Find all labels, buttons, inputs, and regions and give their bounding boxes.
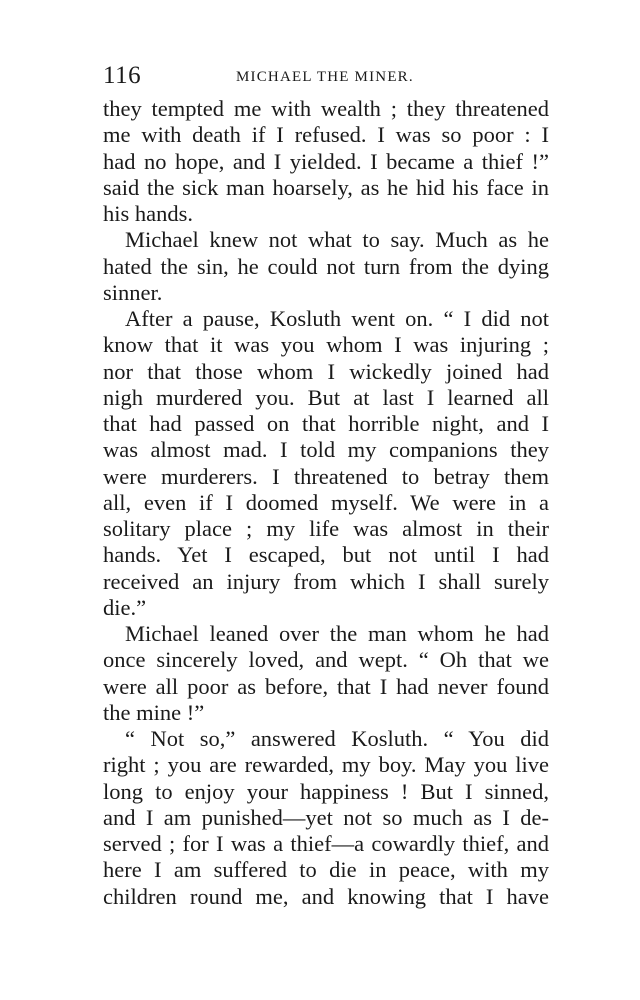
text-line: solitary place ; my life was almost in their xyxy=(103,516,549,541)
text-line: the mine !” xyxy=(103,699,205,725)
text-line: hands. Yet I escaped, but not until I had xyxy=(103,542,549,568)
text-line: Michael knew not what to say. Much as he xyxy=(125,227,549,253)
text-line: that had passed on that horrible night, and I xyxy=(103,411,549,436)
text-line: they tempted me with wealth ; they threatened xyxy=(103,96,549,121)
page-number: 116 xyxy=(103,62,142,89)
running-head xyxy=(103,62,551,92)
text-line: was almost mad. I told my companions they xyxy=(103,437,549,463)
text-line: Michael leaned over the man whom he had xyxy=(125,621,549,646)
text-line: know that it was you whom I was injuring ; xyxy=(103,332,549,358)
text-line: and I am punished—yet not so much as I de- xyxy=(103,804,549,830)
text-line: here I am suffered to die in peace, with my xyxy=(103,857,549,883)
text-line: said the sick man hoarsely, as he hid his face in xyxy=(103,174,549,200)
text-line: served ; for I was a thief—a cowardly thief, and xyxy=(103,831,549,856)
text-line: right ; you are rewarded, my boy. May you live xyxy=(103,752,549,778)
text-line: all, even if I doomed myself. We were in a xyxy=(103,489,549,515)
text-line: were murderers. I threatened to betray them xyxy=(103,463,549,489)
text-line: had no hope, and I yielded. I became a thief !” xyxy=(103,148,549,174)
text-line: his hands. xyxy=(103,201,193,226)
text-line: me with death if I refused. I was so poor : I xyxy=(103,122,549,148)
text-line: nor that those whom I wickedly joined had xyxy=(103,358,549,384)
text-line: sinner. xyxy=(103,279,163,305)
text-line: children round me, and knowing that I have xyxy=(103,883,549,909)
text-line: were all poor as before, that I had never found xyxy=(103,673,549,699)
text-line: nigh murdered you. But at last I learned all xyxy=(103,384,549,410)
running-title: MICHAEL THE MINER. xyxy=(236,69,414,85)
text-line: die.” xyxy=(103,594,147,620)
text-line: received an injury from which I shall surely xyxy=(103,568,549,594)
text-line: long to enjoy your happiness ! But I sinned, xyxy=(103,778,549,804)
text-line: hated the sin, he could not turn from the dying xyxy=(103,253,549,279)
text-line: once sincerely loved, and wept. “ Oh that we xyxy=(103,647,549,673)
text-line: After a pause, Kosluth went on. “ I did not xyxy=(125,306,549,331)
text-line: “ Not so,” answered Kosluth. “ You did xyxy=(125,726,549,751)
body-text xyxy=(103,96,549,910)
